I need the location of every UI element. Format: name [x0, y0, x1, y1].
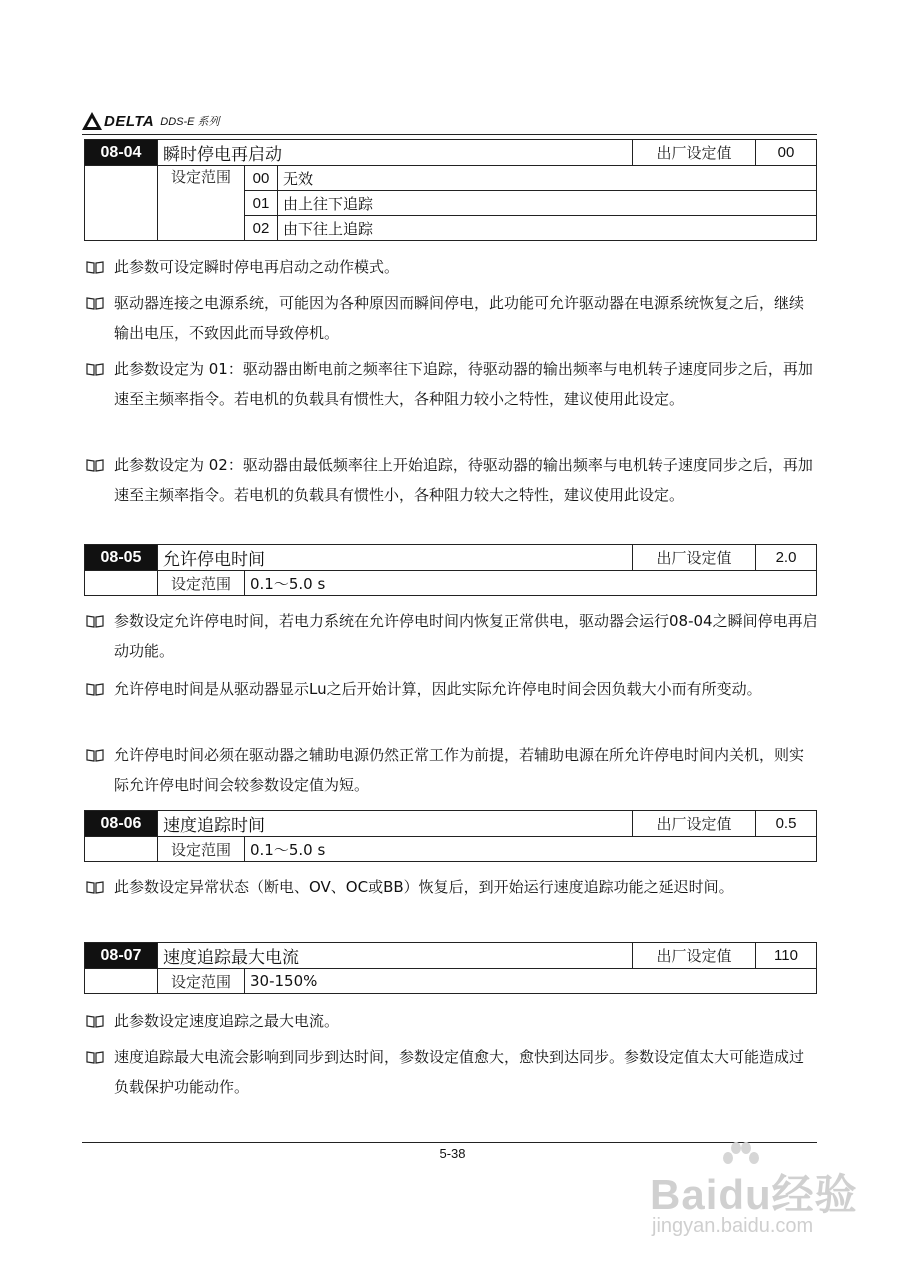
brand-logo-text: DELTA — [104, 112, 155, 130]
default-value: 2.0 — [756, 545, 817, 571]
series-label: DDS-E 系列 — [160, 116, 220, 128]
param-name: 允许停电时间 — [158, 545, 633, 571]
delta-logo-icon — [82, 112, 102, 130]
book-icon — [86, 1042, 106, 1102]
page-number: 5-38 — [439, 1146, 466, 1161]
param-table-08-05 — [84, 544, 817, 596]
option-num: 01 — [245, 191, 278, 216]
blank-cell — [85, 571, 158, 596]
book-icon — [86, 740, 106, 800]
range-label: 设定范围 — [158, 166, 245, 241]
book-icon — [86, 674, 106, 704]
option-num: 02 — [245, 216, 278, 241]
param-table-08-07 — [84, 942, 817, 994]
header-rule — [82, 134, 817, 135]
default-label: 出厂设定值 — [633, 811, 756, 837]
note-text: 此参数可设定瞬时停电再启动之动作模式。 — [114, 258, 400, 276]
default-label: 出厂设定值 — [633, 140, 756, 166]
option-num: 00 — [245, 166, 278, 191]
range-label: 设定范围 — [158, 571, 245, 596]
book-icon — [86, 450, 106, 510]
note-item — [86, 288, 818, 348]
note-item — [86, 606, 818, 666]
page-header — [82, 110, 220, 132]
blank-cell — [85, 166, 158, 241]
blank-cell — [85, 837, 158, 862]
default-label: 出厂设定值 — [633, 545, 756, 571]
param-code: 08-06 — [85, 811, 158, 837]
range-value: 30-150% — [245, 969, 817, 994]
option-text: 由下往上追踪 — [278, 216, 817, 241]
default-value: 110 — [756, 943, 817, 969]
option-text: 由上往下追踪 — [278, 191, 817, 216]
range-label: 设定范围 — [158, 969, 245, 994]
range-value: 0.1～5.0 s — [245, 571, 817, 596]
book-icon — [86, 1006, 106, 1036]
note-text: 此参数设定为 02：驱动器由最低频率往上开始追踪，待驱动器的输出频率与电机转子速度同步之后，再加速至主频率指令。若电机的负载具有惯性小，各种阻力较大之特性，建议使用此设定。 — [114, 456, 813, 504]
note-text: 此参数设定速度追踪之最大电流。 — [114, 1012, 340, 1030]
range-label: 设定范围 — [158, 837, 245, 862]
option-text: 无效 — [278, 166, 817, 191]
note-text: 此参数设定异常状态（断电、OV、OC或BB）恢复后，到开始运行速度追踪功能之延迟时间。 — [114, 878, 734, 896]
book-icon — [86, 872, 106, 902]
note-text: 此参数设定为 01：驱动器由断电前之频率往下追踪，待驱动器的输出频率与电机转子速度同步之后，再加速至主频率指令。若电机的负载具有惯性大，各种阻力较小之特性，建议使用此设定。 — [114, 360, 813, 408]
note-text: 允许停电时间必须在驱动器之辅助电源仍然正常工作为前提，若辅助电源在所允许停电时间内关机，则实际允许停电时间会较参数设定值为短。 — [114, 746, 805, 794]
note-item — [86, 252, 818, 282]
param-name: 速度追踪最大电流 — [158, 943, 633, 969]
book-icon — [86, 252, 106, 282]
note-item — [86, 740, 818, 800]
param-code: 08-04 — [85, 140, 158, 166]
note-item — [86, 1042, 818, 1102]
blank-cell — [85, 969, 158, 994]
param-table-08-04 — [84, 139, 817, 241]
param-code: 08-05 — [85, 545, 158, 571]
note-text: 参数设定允许停电时间，若电力系统在允许停电时间内恢复正常供电，驱动器会运行08-04之瞬间停电再启动功能。 — [114, 612, 818, 660]
default-value: 00 — [756, 140, 817, 166]
note-item — [86, 450, 818, 510]
note-item — [86, 674, 818, 704]
param-name: 瞬时停电再启动 — [158, 140, 633, 166]
book-icon — [86, 288, 106, 348]
default-value: 0.5 — [756, 811, 817, 837]
note-item — [86, 354, 818, 414]
watermark-url: jingyan.baidu.com — [652, 1215, 814, 1237]
note-item — [86, 1006, 818, 1036]
note-text: 驱动器连接之电源系统，可能因为各种原因而瞬间停电，此功能可允许驱动器在电源系统恢复之后，继续输出电压，不致因此而导致停机。 — [114, 294, 805, 342]
watermark-main: Baidu经验 — [650, 1171, 858, 1218]
watermark — [640, 1140, 860, 1250]
note-text: 速度追踪最大电流会影响到同步到达时间，参数设定值愈大，愈快到达同步。参数设定值太大可能造成过负载保护功能动作。 — [114, 1048, 805, 1096]
note-text: 允许停电时间是从驱动器显示Lu之后开始计算，因此实际允许停电时间会因负载大小而有所变动。 — [114, 680, 762, 698]
range-value: 0.1～5.0 s — [245, 837, 817, 862]
note-item — [86, 872, 818, 902]
param-name: 速度追踪时间 — [158, 811, 633, 837]
param-table-08-06 — [84, 810, 817, 862]
default-label: 出厂设定值 — [633, 943, 756, 969]
book-icon — [86, 354, 106, 414]
param-code: 08-07 — [85, 943, 158, 969]
book-icon — [86, 606, 106, 666]
